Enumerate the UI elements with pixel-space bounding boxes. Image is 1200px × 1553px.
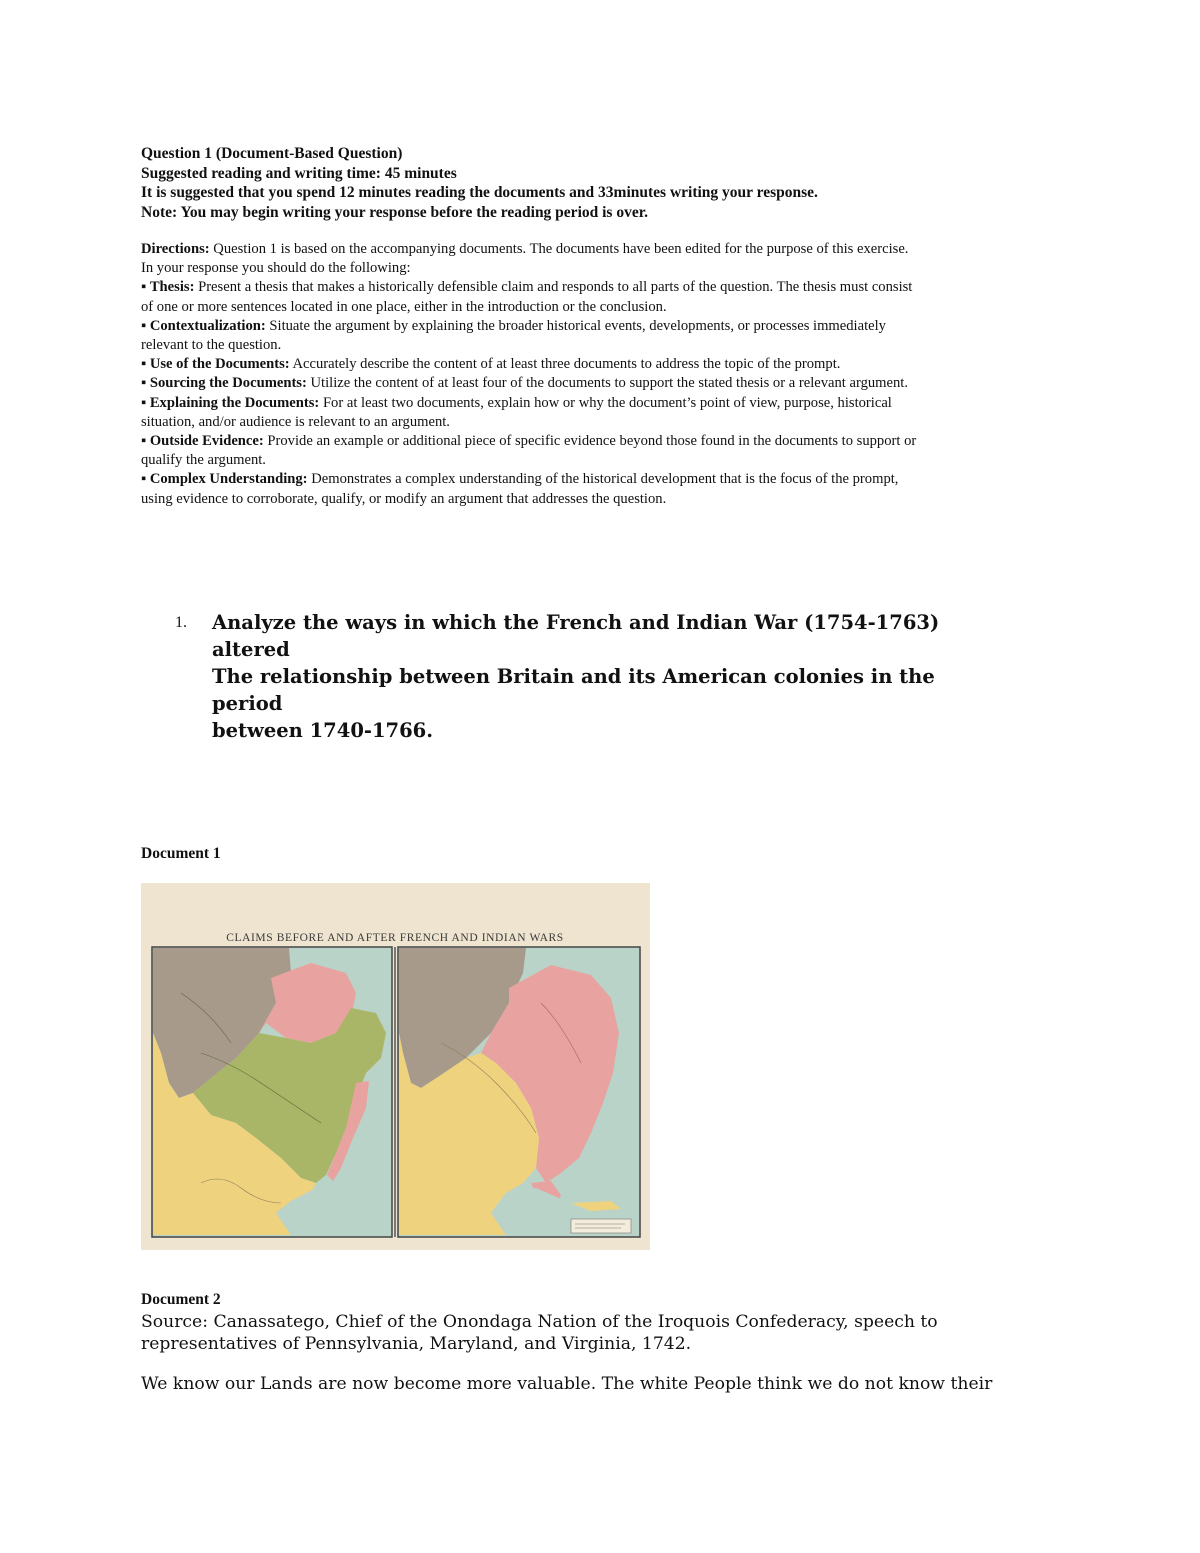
directions-label: Directions: (141, 241, 210, 257)
bullet-symbol: ▪ (141, 471, 150, 488)
rubric-bullet-term: Complex Understanding: (149, 471, 308, 488)
question-title: Question 1 (Document-Based Question) (141, 145, 403, 162)
claims-map-svg (141, 883, 650, 1250)
rubric-bullet-term: Thesis: (149, 279, 195, 296)
map-panel-after (398, 947, 640, 1237)
rubric-bullet-term: Use of the Documents: (149, 356, 290, 373)
rubric-bullet-text: Accurately describe the content of at least three documents to address the topic of the prompt. (289, 356, 841, 373)
reading-note: Note: You may begin writing your response before the reading period is over. (141, 203, 649, 221)
map-panel-before (152, 947, 392, 1237)
bullet-symbol: ▪ (141, 356, 150, 373)
suggested-time: Suggested reading and writing time: 45 minutes (141, 164, 457, 182)
rubric-bullet (141, 432, 921, 470)
document-1-label: Document 1 (141, 845, 221, 862)
rubric-bullet-text: Provide an example or additional piece of specific evidence beyond those found in the documents to support or qualify the argument. (141, 433, 917, 469)
directions-block (141, 240, 921, 509)
question-line-3: between 1740-1766. (212, 719, 434, 742)
rubric-bullet (141, 470, 921, 508)
time-suggestion: It is suggested that you spend 12 minutes reading the documents and 33minutes writing your response. (141, 184, 818, 201)
rubric-bullet-text: Demonstrates a complex understanding of the historical development that is the focus of the prompt, using evidence to corroborate, qualify, or modify an argument that addresses the question. (141, 471, 899, 507)
document-2-label: Document 2 (141, 1291, 221, 1308)
bullet-symbol: ▪ (141, 375, 150, 392)
bullet-symbol: ▪ (141, 279, 150, 296)
rubric-bullet-term: Outside Evidence: (149, 433, 264, 450)
claims-map-image (141, 883, 650, 1250)
bullet-symbol: ▪ (141, 433, 150, 450)
directions-paragraph (141, 240, 921, 259)
question-text (212, 609, 992, 744)
directions-text: Question 1 is based on the accompanying documents. The documents have been edited for the purpose of this exercise. (209, 241, 909, 257)
rubric-bullet (141, 278, 921, 316)
rubric-bullet (141, 394, 921, 432)
rubric-bullet (141, 374, 921, 393)
bullet-symbol: ▪ (141, 317, 150, 334)
rubric-bullet-text: Present a thesis that makes a historically defensible claim and responds to all parts of the question. The thesis must consist of one or more sentences located in one place, either in the introduction or the conclusion. (141, 279, 913, 315)
rubric-bullet-list (141, 278, 921, 508)
question-line-1: Analyze the ways in which the French and Indian War (1754-1763) altered (212, 611, 940, 661)
map-title: CLAIMS BEFORE AND AFTER FRENCH AND INDIAN WARS (226, 932, 564, 944)
question-number: 1. (175, 614, 187, 631)
rubric-bullet (141, 317, 921, 355)
rubric-bullet (141, 355, 921, 374)
rubric-bullet-term: Explaining the Documents: (149, 394, 320, 411)
question-header (141, 144, 1041, 222)
directions-intro: In your response you should do the following: (141, 260, 411, 277)
rubric-bullet-text: Utilize the content of at least four of the documents to support the stated thesis or a relevant argument. (306, 375, 909, 392)
bullet-symbol: ▪ (141, 394, 150, 411)
rubric-bullet-term: Contextualization: (149, 317, 266, 334)
rubric-bullet-text: For at least two documents, explain how or why the document’s point of view, purpose, historical situation, and/or audience is relevant to an argument. (141, 394, 892, 430)
document-2-body: We know our Lands are now become more valuable. The white People think we do not know their (141, 1374, 993, 1394)
rubric-bullet-text: Situate the argument by explaining the broader historical events, developments, or processes immediately relevant to the question. (141, 317, 886, 354)
rubric-bullet-term: Sourcing the Documents: (149, 375, 307, 392)
question-line-2: The relationship between Britain and its American colonies in the period (212, 665, 935, 715)
document-2-source: Source: Canassatego, Chief of the Onondaga Nation of the Iroquois Confederacy, speech to representatives of Pennsylvania, Maryland, and Virginia, 1742. (141, 1312, 938, 1354)
